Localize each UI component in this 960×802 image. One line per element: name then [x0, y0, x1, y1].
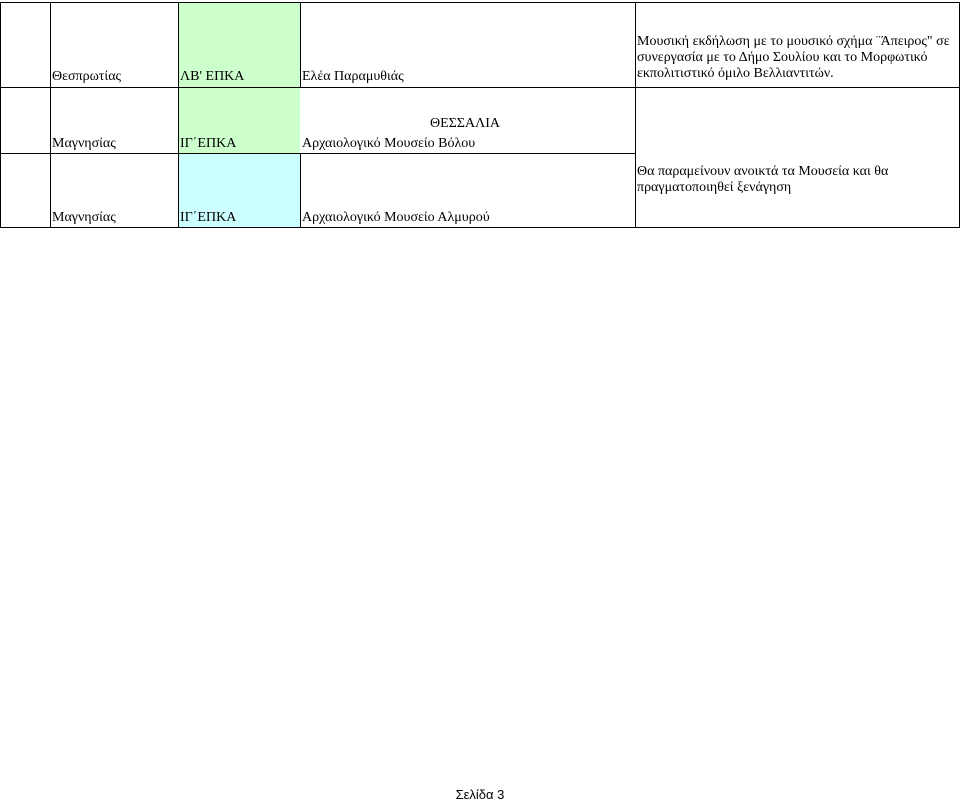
description-cell: Θα παραμείνουν ανοικτά τα Μουσεία και θα πραγματοποιηθεί ξενάγηση — [637, 164, 889, 195]
grid-line — [50, 2, 51, 228]
ephorate-cell: ΙΓ΄ΕΠΚΑ — [180, 210, 237, 225]
region-cell: Θεσπρωτίας — [52, 69, 122, 84]
site-cell: Ελέα Παραμυθιάς — [302, 69, 404, 84]
section-header: ΘΕΣΣΑΛΙΑ — [430, 116, 500, 131]
grid-line — [0, 227, 960, 228]
grid-line — [0, 153, 635, 154]
region-cell: Μαγνησίας — [52, 136, 116, 151]
grid-line — [0, 87, 960, 88]
site-cell: Αρχαιολογικό Μουσείο Αλμυρού — [302, 210, 490, 225]
grid-line — [300, 2, 301, 88]
ephorate-cell: ΙΓ΄ΕΠΚΑ — [180, 136, 237, 151]
spreadsheet-table — [0, 0, 960, 230]
ephorate-cell: ΛΒ' ΕΠΚΑ — [180, 69, 245, 84]
description-cell: Μουσική εκδήλωση με το μουσικό σχήμα ¨Άπειρος" σε συνεργασία με το Δήμο Σουλίου και το Μορφωτικό εκπολιτιστικό όμιλο Βελλιαντιτών. — [637, 34, 950, 81]
page-number: Σελίδα 3 — [455, 787, 505, 802]
region-cell: Μαγνησίας — [52, 210, 116, 225]
grid-line — [635, 2, 636, 228]
grid-line — [178, 2, 179, 228]
grid-line — [0, 2, 960, 3]
site-cell: Αρχαιολογικό Μουσείο Βόλου — [302, 136, 476, 151]
grid-line — [300, 153, 301, 228]
grid-line — [0, 2, 1, 228]
